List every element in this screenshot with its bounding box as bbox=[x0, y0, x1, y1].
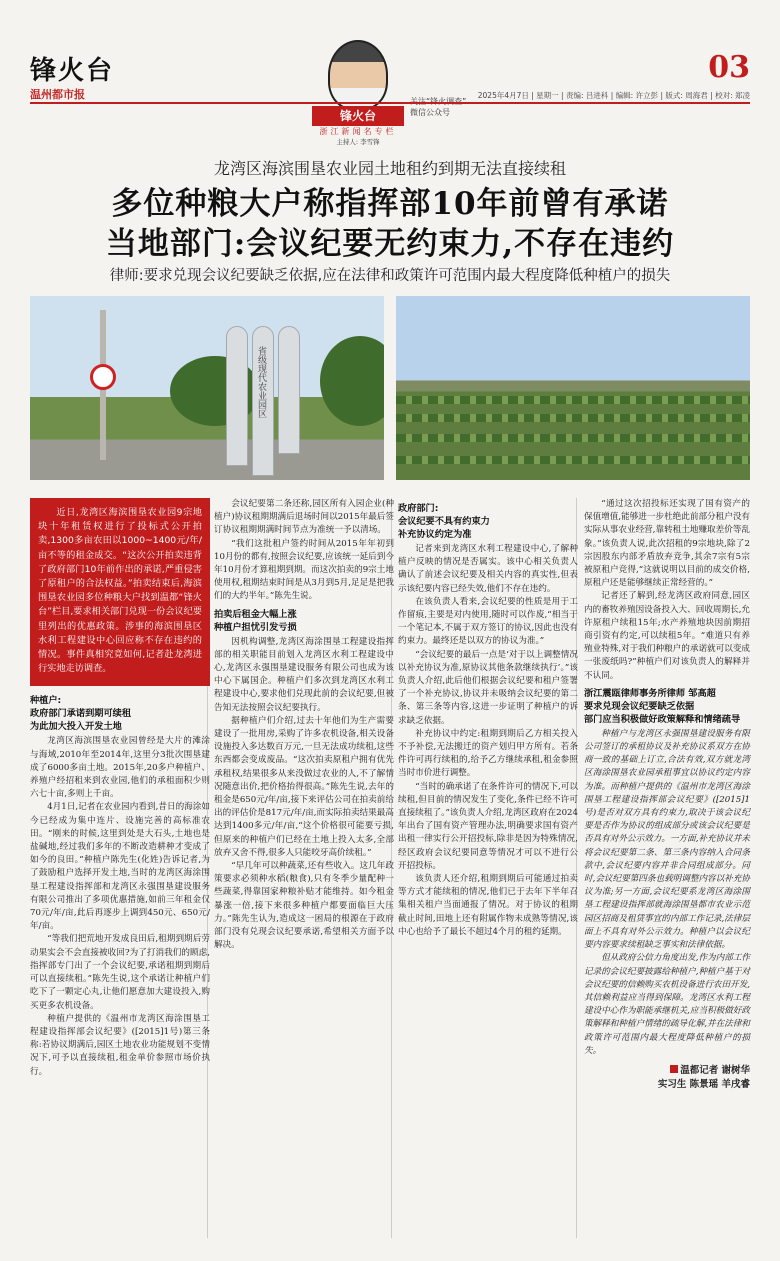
article-column-4 bbox=[584, 498, 750, 1092]
section-1-title-line2: 政府部门承诺到期可续租 bbox=[30, 708, 132, 720]
article-column-3 bbox=[398, 498, 578, 939]
arch-panel bbox=[278, 326, 300, 454]
paragraph: “通过这次招投标还实现了国有资产的保值增值,能够进一步杜绝此前部分租户没有实际从事农业经营,靠转租土地赚取差价等乱象。”该负责人说,此次招租的9宗地块,除了2宗因股东内部矛盾放弃竞争,其余7宗有5宗被原租户竞得,“这就说明以目前的成交价格,原租户还是能够继续正常经营的。” bbox=[584, 499, 751, 589]
masthead bbox=[0, 0, 780, 146]
section-2-title: 拍卖后租金大幅上涨 bbox=[214, 608, 297, 620]
paragraph: “等我们把荒地开发成良田后,租期到期后劳动果实会不会直接被收回?为了打消我们的顾虑,指挥部专门出了一个会议纪要,承诺租期到期后可以直接续租。”陈先生说,这个承诺让种植户们吃下了一颗定心丸,让他们愿意加大建设投入,购买更多农机设备。 bbox=[30, 934, 210, 1011]
lawyer-opinion bbox=[584, 728, 750, 1058]
arch-caption: 省级现代农业园区 bbox=[256, 346, 266, 418]
column-host: 主持人: 李雪锋 bbox=[336, 138, 380, 146]
paragraph: 会议纪要第二条还称,园区所有入园企业(种植户)协议租期期满后退场时间以2015年最后签订协议租期期满时间节点为准统一予以清场。 bbox=[214, 499, 394, 536]
section-3-title-line3: 补充协议约定为准 bbox=[398, 529, 472, 540]
photo-farmland bbox=[396, 296, 750, 480]
crop-row bbox=[396, 396, 750, 404]
lead-paragraph: 近日,龙湾区海滨围垦农业园9宗地块十年租赁权进行了投标式公开拍卖,1300多亩农田以1000~1400元/年/亩不等的租金成交。“这次公开拍卖违背了政府部门10年前作出的承诺,严重侵害了原租户的合法权益。”拍卖结束后,海滨围垦农业园多位种粮大户找到温都“锋火台”栏目,要求相关部门兑现一份会议纪要里列出的优惠政策。涉事的海滨围垦区水利工程建设中心回应称不存在违约的情况。事件真相究竟如何,记者赴龙湾进行实地走访调查。 bbox=[38, 507, 202, 675]
paragraph: 记者还了解到,经龙湾区政府同意,园区内的畜牧养殖因设备投入大、回收周期长,允许原租户续租15年;水产养殖地块因前期招商引资有约定,可以续租5年。“难道只有养殖业特殊,对于我们种粮户的承诺就可以变成一张废纸吗?”种植户们对该负责人的解释并不认同。 bbox=[584, 591, 751, 681]
tree-shape bbox=[320, 336, 384, 426]
no-entry-sign-icon bbox=[90, 364, 116, 390]
section-3-title-line2: 会议纪要不具有约束力 bbox=[398, 516, 490, 527]
column-badge-title: 锋火台 bbox=[312, 106, 404, 126]
follow-note bbox=[410, 96, 466, 118]
paragraph: 据种植户们介绍,过去十年他们为生产需要建设了一批用房,采购了许多农机设备,相关设备设施投入多达数百万元,一旦无法成功续租,这些东西都会变成废品。“这次拍卖原租户拥有优先承租权,结果很多从来没做过农业的人,不了解情况随意出价,把价格抬得很高。”陈先生说,去年的租金是650元/年/亩,接下来评估公司在拍卖前给出的评估价是817元/年/亩,而实际拍卖结果最高达到1400多元/年/亩,“这个价格很可能要亏损,但原来的种植户们已经在土地上投入太多,全部放弃又舍不得,很多人只能咬牙高价续租。” bbox=[214, 715, 394, 858]
crop-row bbox=[396, 456, 750, 464]
byline-marker-icon bbox=[670, 1065, 678, 1073]
section-brand: 锋火台 bbox=[30, 56, 115, 86]
headline-line-2: 当地部门:会议纪要无约束力,不存在违约 bbox=[105, 226, 675, 262]
section-2-heading bbox=[214, 608, 394, 634]
section-3-heading bbox=[398, 502, 578, 541]
paragraph: 种植户与龙湾区永强围垦建设服务有限公司签订的承租协议及补充协议系双方在协商一致的基础上订立,合法有效,双方就龙湾区海涂围垦农业园承租事宜以协议约定内容为准。而种植户提供的《温州市龙湾区海涂围垦工程建设指挥部会议纪要》([2015]1号)是否对双方具有约束力,取决于该会议纪要是否作为协议的组成部分或该会议纪要是否具有对外公示效力。一方面,补充协议并未将会议纪要第二条、第三条内容纳入合同条款中,会议纪要内容并非合同组成部分。同时,会议纪要第四条也载明调整内容以补充协议为准;另一方面,会议纪要系龙湾区海涂围垦工程建设指挥部就海涂围垦都市农业示范园区招商及租赁事宜的内部工作记录,法律层面上不具有对外公示效力。种植户以会议纪要内容要求续租缺乏事实和法律依据。 bbox=[584, 728, 751, 951]
paragraph: 4月1日,记者在农业园内看到,昔日的海涂如今已经成为集中连片、设施完善的高标准农田。“刚来的时候,这里到处是大石头,土地也是盐碱地,经过我们多年的不断改造耕种才变成了如今的良田。”种植户陈先生(化姓)告诉记者,为了鼓励租户选择开发土地,当时的龙湾区海涂围垦工程建设指挥部和龙湾区永强围垦建设服务有限公司推出了多项优惠措施,如前三年租金仅70元/年/亩,此后再逐步上调到450元、650元/年/亩。 bbox=[30, 802, 210, 932]
kicker: 龙湾区海滨围垦农业园土地租约到期无法直接续租 bbox=[213, 159, 566, 178]
paragraph: 但从政府公信力角度出发,作为内部工作记录的会议纪要披露给种植户,种植户基于对会议纪要的信赖购买农机设备进行农田开发,其信赖利益应当得到保障。龙湾区水利工程建设中心作为职能承继机关,应当积极做好政策解释和种植户情绪的疏导化解,并在法律和政策许可范围内最大程度降低种植户的损失。 bbox=[584, 953, 751, 1056]
section-4-title: 要求兑现会议纪要缺乏依据 bbox=[584, 700, 695, 712]
arch-panel bbox=[226, 326, 248, 466]
article-column-1 bbox=[30, 498, 210, 1079]
section-1-title-line3: 为此加大投入开发土地 bbox=[30, 721, 122, 733]
subheadline: 律师:要求兑现会议纪要缺乏依据,应在法律和政策许可范围内最大程度降低种植户的损失 bbox=[109, 268, 671, 284]
paragraph: 记者来到龙湾区水利工程建设中心,了解种植户反映的情况是否属实。该中心相关负责人确认了前述会议纪要及相关内容的真实性,但表示该纪要内容已经失效,他们不存在违约。 bbox=[398, 544, 578, 594]
paragraph: “会议纪要的最后一点是‘对于以上调整情况以补充协议为准,原协议其他条款继续执行’。”该负责人介绍,此后他们根据会议纪要和租户签署了一个补充协议,协议并未吸纳会议纪要的第二条、第三条等内容,这进一步证明了种植户的诉求缺乏依据。 bbox=[398, 649, 578, 726]
article-column-2 bbox=[214, 498, 394, 953]
section-1-title: 种植户: bbox=[30, 695, 62, 707]
paragraph: “早几年可以种蔬菜,还有些收入。这几年政策要求必须种水稻(粮食),只有冬季少量配种一些蔬菜,得靠国家种粮补贴才能维持。如今租金暴涨一倍,接下来很多种植户都要面临巨大压力。”陈先生认为,造成这一困局的根源在于政府部门没有兑现会议纪要承诺,希望相关方面予以解决。 bbox=[214, 861, 394, 951]
section-2-title-line2: 种植户担忧引发亏损 bbox=[214, 621, 297, 633]
headline-line-1: 多位种粮大户称指挥部10年前曾有承诺 bbox=[111, 186, 669, 222]
column-badge bbox=[312, 40, 404, 146]
follow-line-2: 微信公众号 bbox=[410, 108, 450, 117]
section-4-lawyer: 浙江震瓯律师事务所律师 邹高超 bbox=[584, 687, 716, 699]
crop-row bbox=[396, 434, 750, 442]
paragraph: 该负责人还介绍,租期到期后可能通过拍卖等方式才能续租的情况,他们已于去年下半年召集相关租户当面通报了情况。对于协议的租期截止时间,田地上还有附属作物未成熟等情况,该中心也给予了最长不超过4个月的租约延期。 bbox=[398, 874, 578, 937]
paragraph: 龙湾区海滨围垦农业园曾经是大片的滩涂与海域,2010年至2014年,这里分3批次围垦建成了6000多亩土地。2015年,20多户种植户、养殖户经招租来到农业园,他们的承租面积少则六七十亩,多则上千亩。 bbox=[30, 736, 210, 800]
header-rule bbox=[30, 102, 750, 104]
byline bbox=[584, 1064, 750, 1092]
newspaper-name: 温州都市报 bbox=[30, 88, 85, 101]
paragraph: 种植户提供的《温州市龙湾区海涂围垦工程建设指挥部会议纪要》([2015]1号)第三条称:若协议期满后,园区土地农业功能规划不变情况下,可予以直接续租,租金单价参照市场价执行。 bbox=[30, 1013, 210, 1077]
lead-box bbox=[30, 498, 210, 686]
edition-meta: 2025年4月7日 | 星期一 | 责编: 吕进科 | 编辑: 许立彭 | 版式: 周海君 | 校对: 郑凌 bbox=[477, 91, 750, 100]
host-portrait-icon bbox=[328, 40, 388, 110]
paragraph: 因机构调整,龙湾区海涂围垦工程建设指挥部的相关职能目前划入龙湾区水利工程建设中心,龙湾区永强围垦建设服务有限公司也成为该中心下属国企。种植户们多次到龙湾区水利工程建设中心,要求他们兑现此前的会议纪要,但被告知无法按照会议纪要执行。 bbox=[214, 636, 394, 713]
column-series: 浙江新闻名专栏 bbox=[319, 127, 397, 136]
photo-park-entrance bbox=[30, 296, 384, 480]
crop-row bbox=[396, 414, 750, 422]
page-number: 03 bbox=[708, 50, 750, 85]
section-3-title: 政府部门: bbox=[398, 503, 439, 514]
paragraph: “我们这批租户签约时间从2015年年初到10月份的都有,按照会议纪要,应该统一延后到今年10月份才算租期到期。而这次拍卖的9宗土地使用权,租期结束时间是从3月到5月,足足是把我们的大约半年。”陈先生说。 bbox=[214, 538, 394, 602]
paragraph: 在该负责人看来,会议纪要的性质是用于工作留痕,主要是对内使用,随时可以作废,“相当于一个笔记本,不属于双方签订的协议,因此也没有约束力。最终还是以双方的协议为准。” bbox=[398, 596, 578, 647]
byline-reporter: 温都记者 谢树华 bbox=[680, 1064, 750, 1076]
section-4-heading bbox=[584, 687, 750, 726]
byline-interns: 实习生 陈景瑶 羊戌睿 bbox=[657, 1078, 750, 1090]
section-1-heading bbox=[30, 694, 210, 733]
section-4-title-line2: 部门应当积极做好政策解释和情绪疏导 bbox=[584, 713, 741, 725]
paragraph: “当时的确承诺了在条件许可的情况下,可以续租,但目前的情况发生了变化,条件已经不许可直接续租了。”该负责人介绍,龙湾区政府在2024年出台了国有资产管理办法,明确要求国有资产出租一律实行公开招投标,除非是因为特殊情况,经区政府会议纪要同意等情况才可以不进行公开招投标。 bbox=[398, 781, 578, 871]
paragraph: 补充协议中约定:租期到期后乙方相关投入不予补偿,无法搬迁的资产划归甲方所有。若条件许可再行续租的,给予乙方继续承租,租金参照当时市价进行调整。 bbox=[398, 728, 578, 779]
